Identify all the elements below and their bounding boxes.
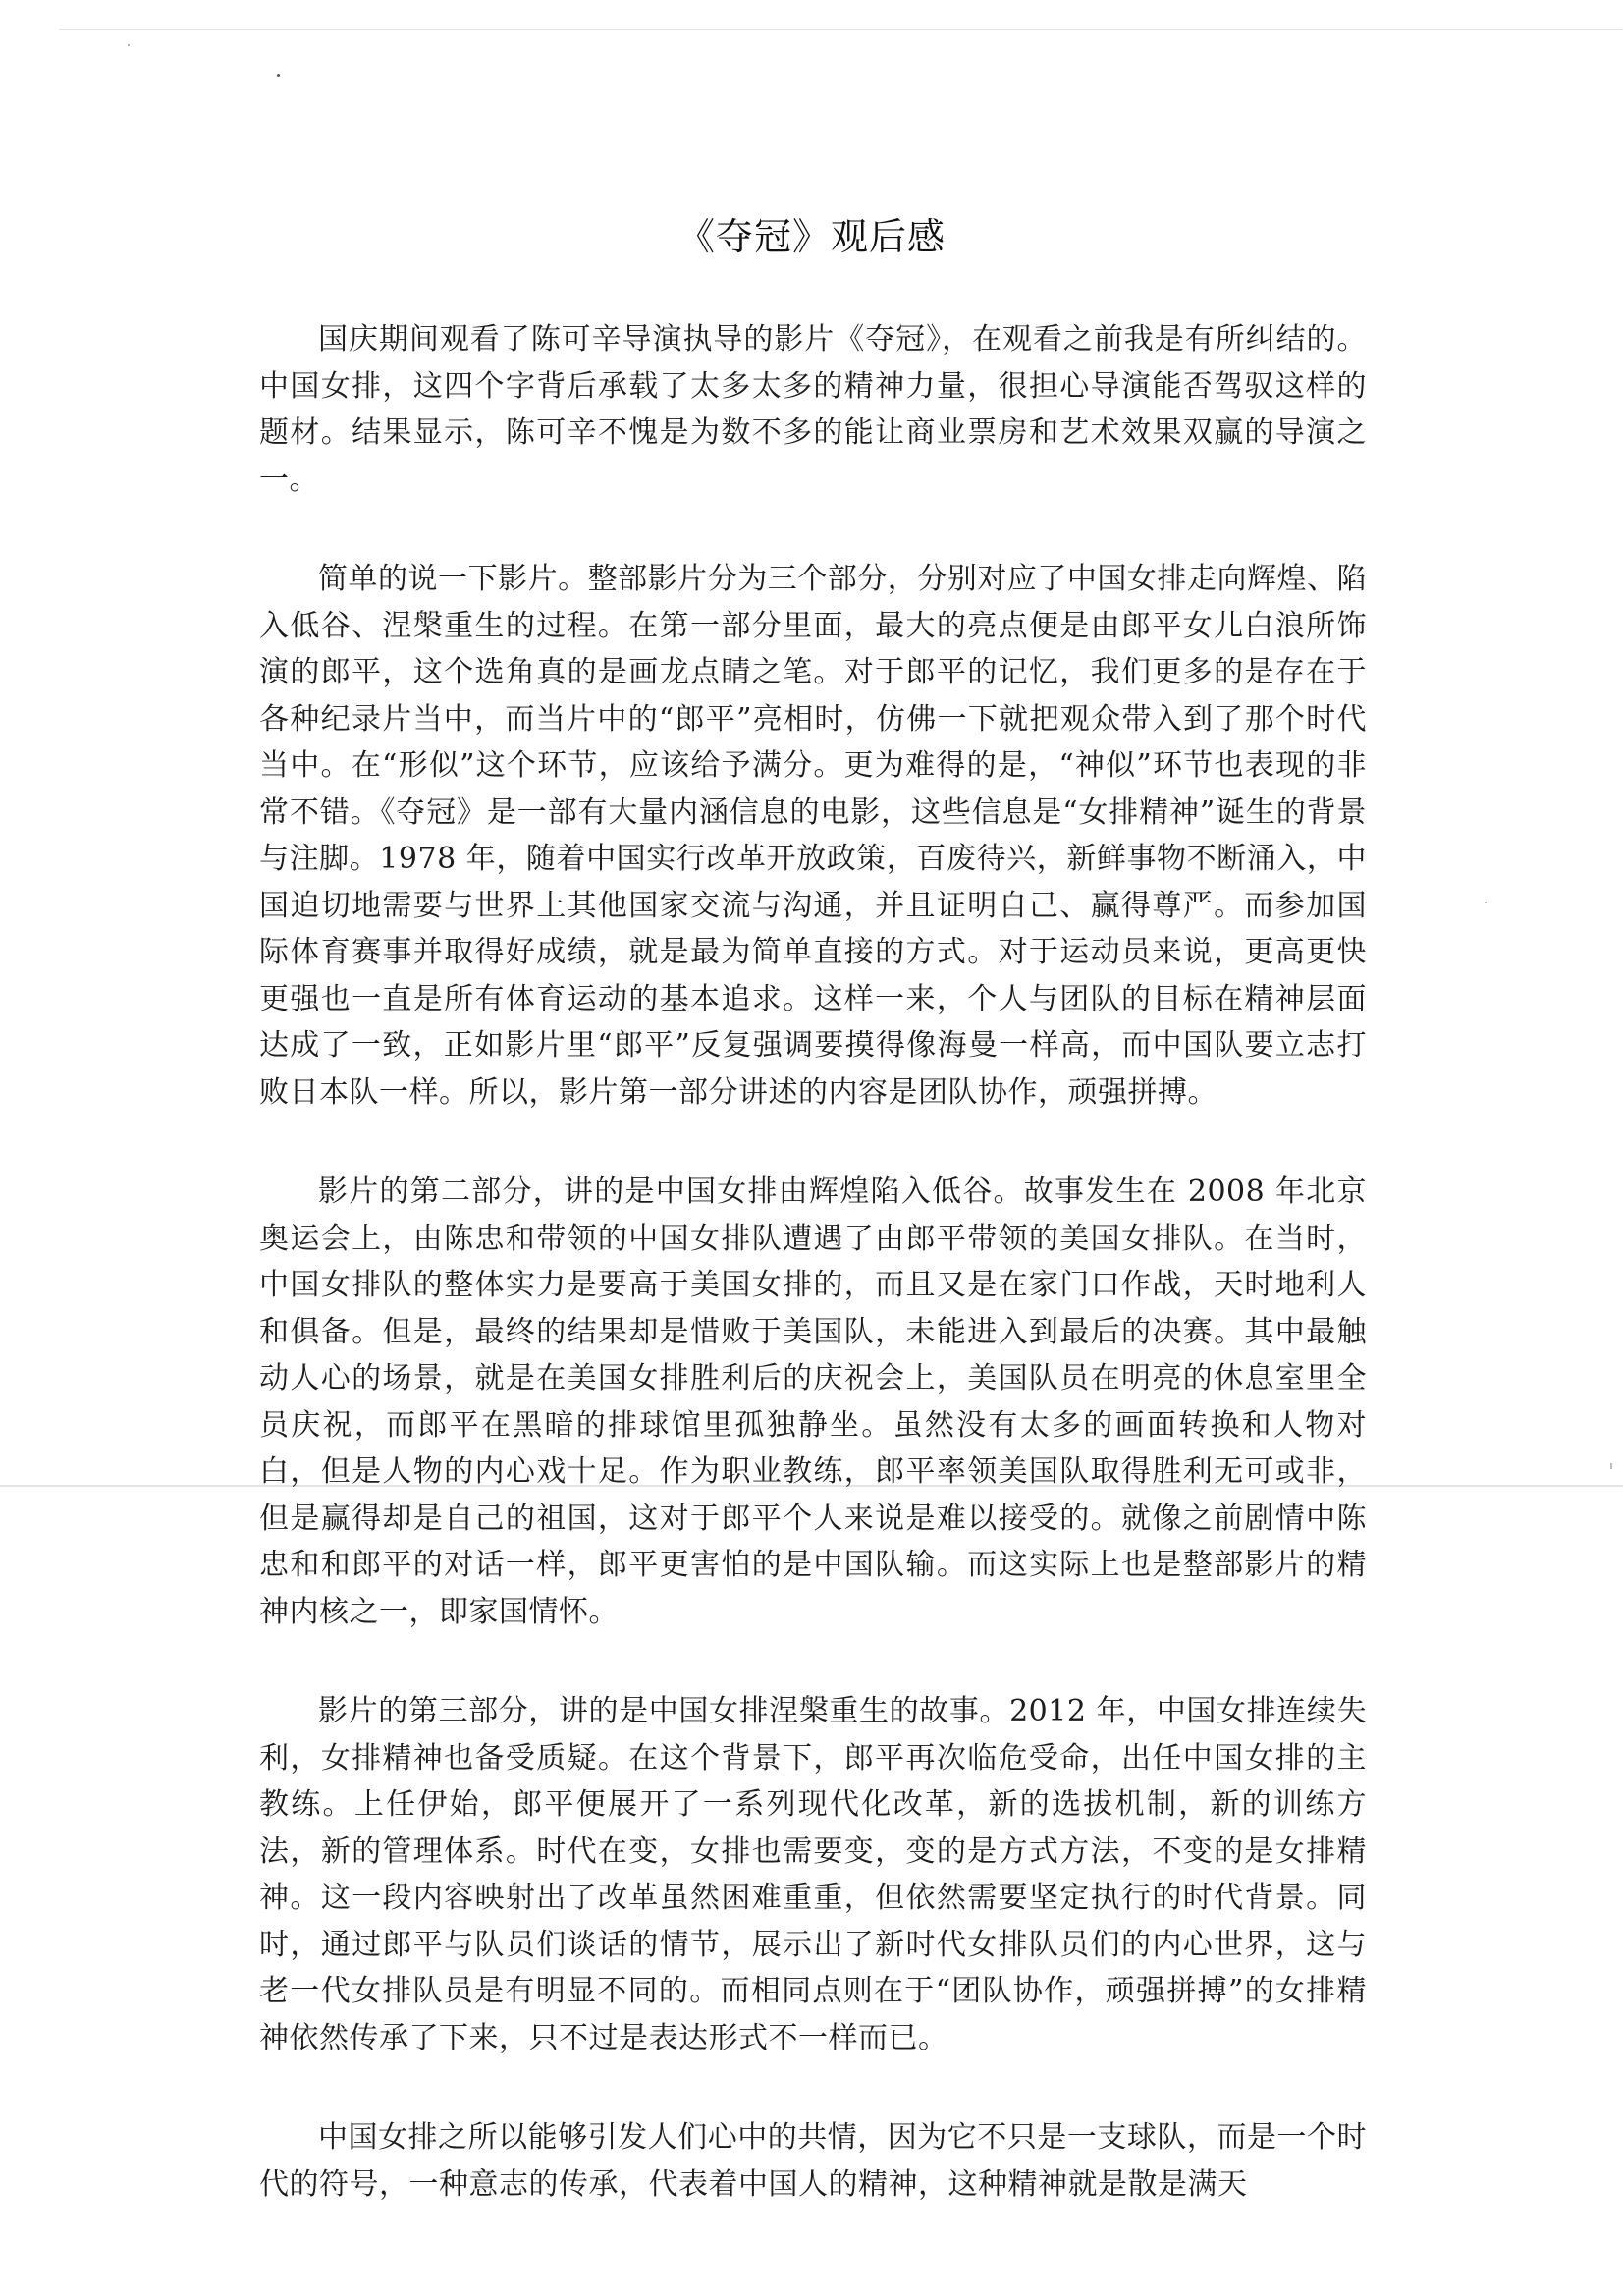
scan-artifact-line bbox=[59, 29, 1623, 30]
paragraph-part-one: 简单的说一下影片。整部影片分为三个部分，分别对应了中国女排走向辉煌、陷入低谷、涅槃重生的过程。在第一部分里面，最大的亮点便是由郎平女儿白浪所饰演的郎平，这个选角真的是画龙点睛之笔。对于郎平的记忆，我们更多的是存在于各种纪录片当中，而当片中的“郎平”亮相时，仿佛一下就把观众带入到了那个时代当中。在“形似”这个环节，应该给予满分。更为难得的是，“神似”环节也表现的非常不错。《夺冠》是一部有大量内涵信息的电影，这些信息是“女排精神”诞生的背景与注脚。1978 年，随着中国实行改革开放政策，百废待兴，新鲜事物不断涌入，中国迫切地需要与世界上其他国家交流与沟通，并且证明自己、赢得尊严。而参加国际体育赛事并取得好成绩，就是最为简单直接的方式。对于运动员来说，更高更快更强也一直是所有体育运动的基本追求。这样一来，个人与团队的目标在精神层面达成了一致，正如影片里“郎平”反复强调要摸得像海曼一样高，而中国队要立志打败日本队一样。所以，影片第一部分讲述的内容是团队协作，顽强拼搏。 bbox=[259, 562, 1367, 1110]
paragraph-conclusion: 中国女排之所以能够引发人们心中的共情，因为它不只是一支球队，而是一个时代的符号，一种意志的传承，代表着中国人的精神，这种精神就是散是满天 bbox=[259, 2120, 1367, 2202]
scan-speck bbox=[1485, 902, 1487, 903]
paragraph-part-three: 影片的第三部分，讲的是中国女排涅槃重生的故事。2012 年，中国女排连续失利，女排精神也备受质疑。在这个背景下，郎平再次临危受命，出任中国女排的主教练。上任伊始，郎平便展开了一系列现代化改革，新的选拔机制，新的训练方法，新的管理体系。时代在变，女排也需要变，变的是方式方法，不变的是女排精神。这一段内容映射出了改革虽然困难重重，但依然需要坚定执行的时代背景。同时，通过郎平与队员们谈话的情节，展示出了新时代女排队员们的内心世界，这与老一代女排队员是有明显不同的。而相同点则在于“团队协作，顽强拼搏”的女排精神依然传承了下来，只不过是表达形式不一样而已。 bbox=[259, 1694, 1367, 2055]
paragraph-intro: 国庆期间观看了陈可辛导演执导的影片《夺冠》，在观看之前我是有所纠结的。中国女排，这四个字背后承载了太多太多的精神力量，很担心导演能否驾驭这样的题材。结果显示，陈可辛不愧是为数不多的能让商业票房和艺术效果双赢的导演之一。 bbox=[259, 322, 1367, 497]
document-title: 《夺冠》观后感 bbox=[676, 215, 946, 258]
document-body bbox=[259, 316, 1367, 2261]
paragraph-part-two: 影片的第二部分，讲的是中国女排由辉煌陷入低谷。故事发生在 2008 年北京奥运会上，由陈忠和带领的中国女排队遭遇了由郎平带领的美国女排队。在当时，中国女排队的整体实力是要高于美国女排的，而且又是在家门口作战，天时地利人和俱备。但是，最终的结果却是惜败于美国队，未能进入到最后的决赛。其中最触动人心的场景，就是在美国女排胜利后的庆祝会上，美国队员在明亮的休息室里全员庆祝，而郎平在黑暗的排球馆里孤独静坐。虽然没有太多的画面转换和人物对白，但是人物的内心戏十足。作为职业教练，郎平率领美国队取得胜利无可或非，但是赢得却是自己的祖国，这对于郎平个人来说是难以接受的。就像之前剧情中陈忠和和郎平的对话一样，郎平更害怕的是中国队输。而这实际上也是整部影片的精神内核之一，即家国情怀。 bbox=[259, 1175, 1367, 1629]
scan-speck bbox=[128, 44, 130, 46]
scan-speck bbox=[277, 74, 280, 77]
scan-speck bbox=[1610, 1463, 1612, 1469]
